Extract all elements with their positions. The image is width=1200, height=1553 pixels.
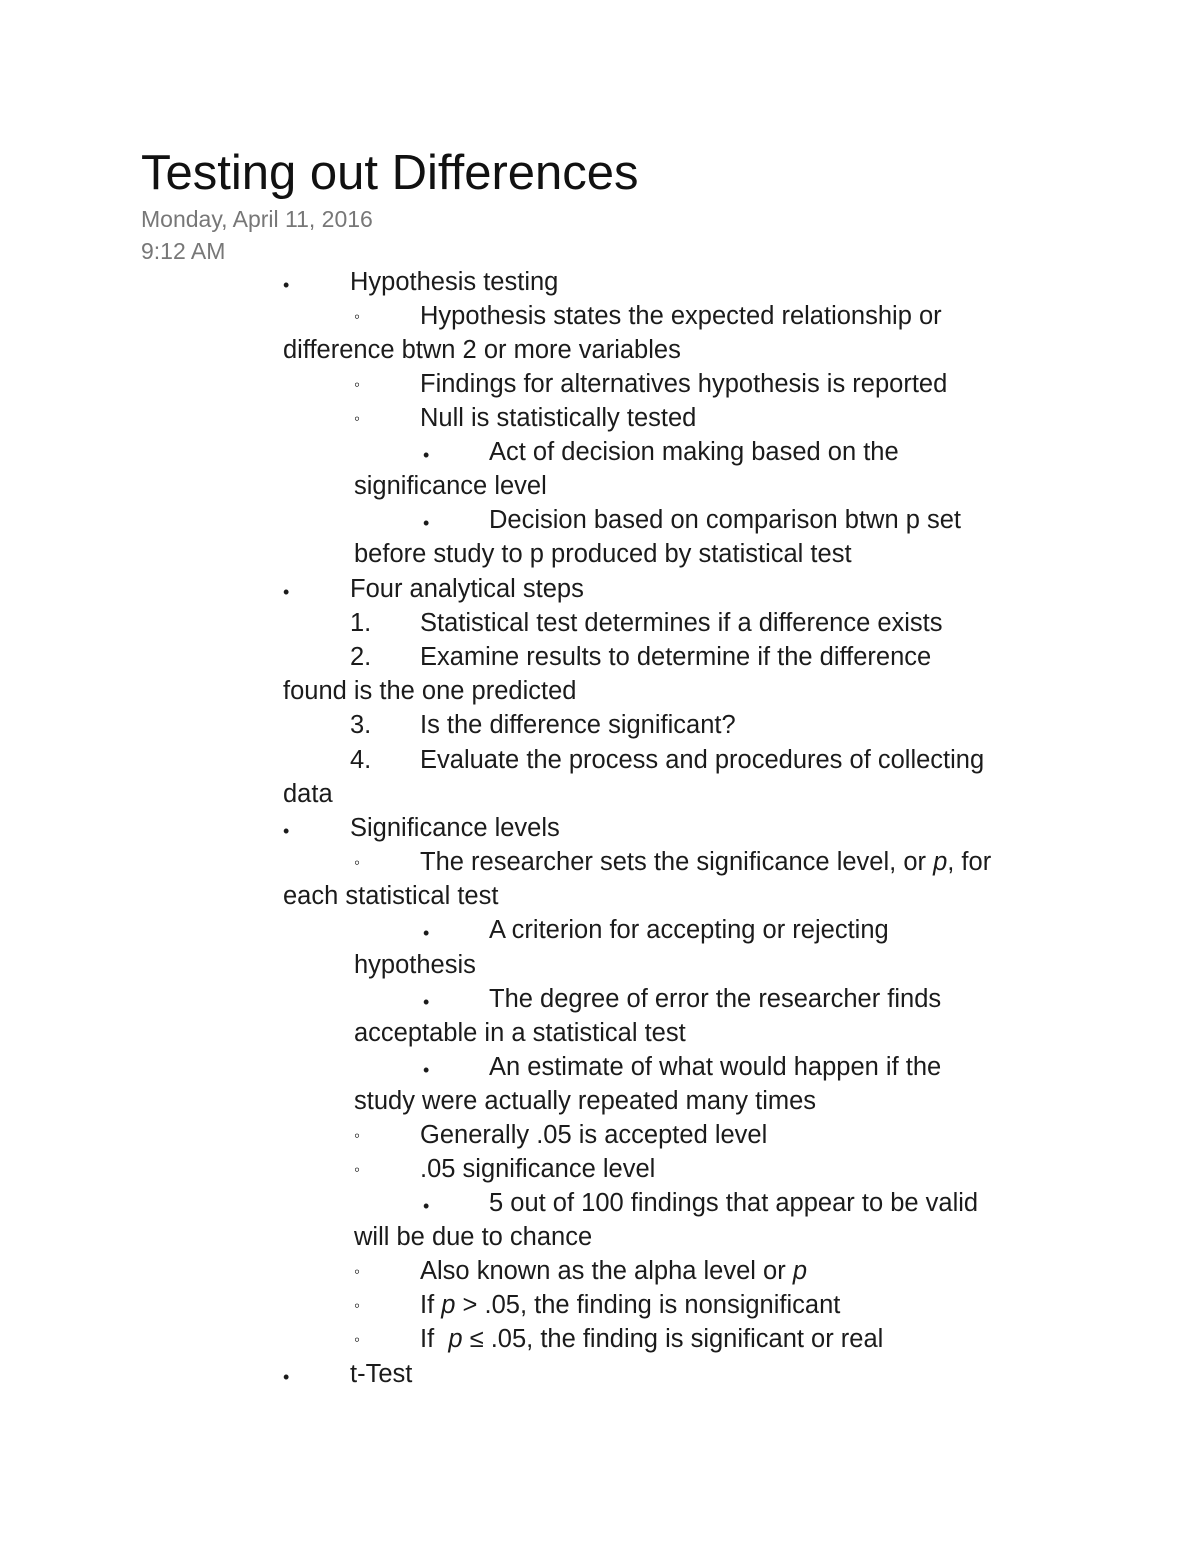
list-item: Decision based on comparison btwn p set (489, 506, 962, 534)
list-item: If p ≤ .05, the finding is significant or real (420, 1325, 884, 1353)
bullet-marker: • (423, 1196, 430, 1216)
sub-bullet-marker: ◦ (354, 409, 361, 428)
list-item: Evaluate the process and procedures of collecting (420, 746, 985, 774)
sub-bullet-marker: ◦ (354, 307, 361, 326)
list-item: A criterion for accepting or rejecting (489, 916, 889, 944)
list-item: Significance levels (350, 814, 560, 842)
list-item-continuation: study were actually repeated many times (354, 1087, 817, 1115)
bullet-marker: • (283, 821, 290, 841)
number-marker: 4. (350, 746, 372, 774)
sub-bullet-marker: ◦ (354, 1160, 361, 1179)
list-item: .05 significance level (420, 1155, 656, 1183)
number-marker: 1. (350, 609, 372, 637)
list-item: Hypothesis states the expected relationship or (420, 302, 942, 330)
list-item: Four analytical steps (350, 575, 584, 603)
sub-bullet-marker: ◦ (354, 1296, 361, 1315)
list-item: Hypothesis testing (350, 268, 559, 296)
list-item-continuation: hypothesis (354, 951, 476, 979)
list-item: Examine results to determine if the difference (420, 643, 932, 671)
sub-bullet-marker: ◦ (354, 1330, 361, 1349)
list-item-continuation: will be due to chance (354, 1223, 593, 1251)
list-item-continuation: acceptable in a statistical test (354, 1019, 686, 1047)
list-item: Also known as the alpha level or p (420, 1257, 807, 1285)
bullet-marker: • (283, 582, 290, 602)
sub-bullet-marker: ◦ (354, 375, 361, 394)
list-item: t-Test (350, 1360, 413, 1388)
bullet-marker: • (423, 513, 430, 533)
bullet-marker: • (283, 275, 290, 295)
bullet-marker: • (423, 923, 430, 943)
number-marker: 2. (350, 643, 372, 671)
note-time: 9:12 AM (141, 238, 226, 264)
list-item: Act of decision making based on the (489, 438, 899, 466)
list-item-continuation: significance level (354, 472, 547, 500)
list-item-continuation: data (283, 780, 333, 808)
list-item: Findings for alternatives hypothesis is reported (420, 370, 948, 398)
sub-bullet-marker: ◦ (354, 853, 361, 872)
sub-bullet-marker: ◦ (354, 1262, 361, 1281)
note-date: Monday, April 11, 2016 (141, 206, 373, 232)
list-item: If p > .05, the finding is nonsignificant (420, 1291, 841, 1319)
number-marker: 3. (350, 711, 372, 739)
sub-bullet-marker: ◦ (354, 1126, 361, 1145)
list-item: The degree of error the researcher finds (489, 985, 942, 1013)
list-item-continuation: found is the one predicted (283, 677, 577, 705)
list-item-continuation: difference btwn 2 or more variables (283, 336, 681, 364)
list-item: Null is statistically tested (420, 404, 697, 432)
list-item: Statistical test determines if a difference exists (420, 609, 943, 637)
list-item: The researcher sets the significance level, or p, for (420, 848, 992, 876)
bullet-marker: • (283, 1367, 290, 1387)
list-item: 5 out of 100 findings that appear to be valid (489, 1189, 979, 1217)
list-item: Is the difference significant? (420, 711, 736, 739)
bullet-marker: • (423, 1060, 430, 1080)
note-title: Testing out Differences (141, 146, 639, 200)
list-item-continuation: each statistical test (283, 882, 499, 910)
bullet-marker: • (423, 445, 430, 465)
list-item-continuation: before study to p produced by statistical test (354, 540, 852, 568)
list-item: Generally .05 is accepted level (420, 1121, 768, 1149)
bullet-marker: • (423, 992, 430, 1012)
list-item: An estimate of what would happen if the (489, 1053, 942, 1081)
